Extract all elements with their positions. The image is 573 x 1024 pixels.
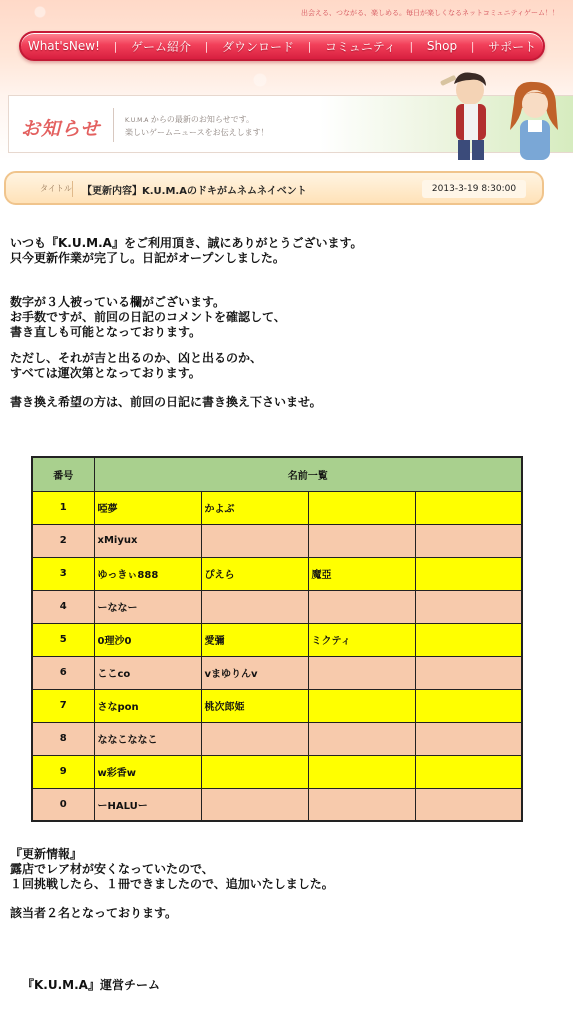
nav-support[interactable]: サポート	[488, 39, 537, 54]
name-cell	[415, 656, 522, 689]
table-row	[32, 755, 522, 788]
nav-separator: |	[470, 39, 475, 53]
row-number-cell: 1	[32, 491, 94, 524]
name-cell: 愛彌	[201, 623, 308, 656]
row-number-cell: 0	[32, 788, 94, 821]
table-row	[32, 491, 522, 524]
luck-paragraph	[10, 351, 262, 381]
name-cell: vまゆりんv	[201, 656, 308, 689]
name-cell	[308, 755, 415, 788]
name-cell	[201, 524, 308, 557]
nav-separator: |	[307, 39, 312, 53]
nav-separator: |	[204, 39, 209, 53]
text-line: 該当者２名となっております。	[10, 906, 178, 920]
row-number-cell: 3	[32, 557, 94, 590]
name-cell	[415, 788, 522, 821]
name-cell	[415, 755, 522, 788]
text-line: 書き換え希望の方は、前回の日記に書き換え下さいませ。	[10, 395, 322, 409]
name-cell	[415, 722, 522, 755]
rewrite-paragraph	[10, 395, 322, 410]
text-line: 『K.U.M.A』運営チーム	[22, 978, 160, 992]
table-row	[32, 722, 522, 755]
title-label: タイトル	[40, 184, 72, 193]
name-cell	[201, 590, 308, 623]
news-banner-subtitle-2: 楽しいゲームニュースをお伝えします！	[125, 128, 269, 137]
nav-shop[interactable]: Shop	[426, 39, 458, 53]
text-line: お手数ですが、前回の日記のコメントを確認して、	[10, 310, 286, 324]
name-cell	[308, 590, 415, 623]
text-line: 『更新情報』	[10, 847, 83, 861]
table-row	[32, 524, 522, 557]
name-cell: 啞夢	[94, 491, 201, 524]
nav-download[interactable]: ダウンロード	[221, 39, 294, 54]
site-tagline: 出会える、つながる、楽しめる。毎日が楽しくなるネットコミュニティゲーム！！	[300, 9, 559, 17]
name-cell	[415, 590, 522, 623]
text-line: 只今更新作業が完了し。日記がオープンしました。	[10, 251, 285, 265]
article-title: 【更新内容】K.U.M.Aのドキがムネムネイベント	[82, 186, 307, 197]
name-cell: かよぶ	[201, 491, 308, 524]
name-cell	[308, 491, 415, 524]
news-banner-subtitle-text: からの最新のお知らせです。	[150, 115, 255, 124]
article-date: 2013-3-19 8:30:00	[422, 180, 526, 198]
nav-whats-new[interactable]: What'sNew!	[27, 39, 100, 53]
name-cell: 桃次郎姫	[201, 689, 308, 722]
news-banner-brand: K.U.M.A	[125, 117, 149, 124]
table-row	[32, 590, 522, 623]
name-cell: 魔亞	[308, 557, 415, 590]
table-row	[32, 623, 522, 656]
name-cell: ここco	[94, 656, 201, 689]
nav-separator: |	[113, 39, 118, 53]
text-line: 書き直しも可能となっております。	[10, 325, 202, 339]
name-cell: ぴえら	[201, 557, 308, 590]
name-cell: ミクティ	[308, 623, 415, 656]
text-line: １回挑戦したら、１冊できましたので、追加いたしました。	[10, 877, 334, 891]
text-line: ただし、それが吉と出るのか、凶と出るのか、	[10, 351, 263, 365]
text-line: いつも『K.U.M.A』をご利用頂き、誠にありがとうございます。	[10, 236, 363, 250]
main-nav	[19, 31, 545, 61]
text-line: 数字が３人被っている欄がございます。	[10, 295, 226, 309]
name-cell	[415, 491, 522, 524]
duplicate-notice-paragraph	[10, 295, 286, 340]
name-cell: さなpon	[94, 689, 201, 722]
applicants-paragraph	[10, 906, 177, 921]
row-number-cell: 7	[32, 689, 94, 722]
name-cell: ゆっきぃ888	[94, 557, 201, 590]
name-cell: ーななー	[94, 590, 201, 623]
row-number-cell: 2	[32, 524, 94, 557]
name-cell	[308, 524, 415, 557]
news-banner-subtitle	[125, 114, 254, 125]
nav-game-intro[interactable]: ゲーム紹介	[130, 39, 191, 54]
greeting-paragraph	[10, 236, 363, 266]
update-info-paragraph	[10, 847, 334, 892]
name-cell	[201, 755, 308, 788]
row-number-cell: 8	[32, 722, 94, 755]
table-row	[32, 689, 522, 722]
row-number-cell: 5	[32, 623, 94, 656]
names-column-header: 名前一覧	[94, 457, 522, 491]
name-cell	[308, 722, 415, 755]
table-body	[32, 491, 522, 821]
nav-community[interactable]: コミュニティ	[325, 39, 396, 54]
boy-character-image	[436, 70, 506, 160]
row-number-cell: 9	[32, 755, 94, 788]
name-cell	[415, 557, 522, 590]
name-list-table	[31, 456, 523, 822]
title-divider	[72, 181, 73, 197]
name-cell	[308, 656, 415, 689]
text-line: すべては運次第となっております。	[10, 366, 201, 380]
name-cell: xMiyux	[94, 524, 201, 557]
row-number-cell: 6	[32, 656, 94, 689]
name-cell	[415, 689, 522, 722]
row-number-cell: 4	[32, 590, 94, 623]
table-row	[32, 656, 522, 689]
name-cell	[201, 722, 308, 755]
article-title-bar	[4, 171, 544, 205]
table-row	[32, 557, 522, 590]
name-cell	[308, 788, 415, 821]
table-row	[32, 788, 522, 821]
name-cell	[415, 524, 522, 557]
name-cell: w彩香w	[94, 755, 201, 788]
table-header-row	[32, 457, 522, 491]
name-cell	[308, 689, 415, 722]
name-cell: ーHALUー	[94, 788, 201, 821]
name-cell: 0理沙0	[94, 623, 201, 656]
news-banner-title: お知らせ	[21, 118, 101, 140]
number-column-header: 番号	[32, 457, 94, 491]
name-cell	[201, 788, 308, 821]
site-header	[0, 0, 573, 160]
name-cell	[415, 623, 522, 656]
signature	[22, 978, 160, 993]
name-cell: ななこななこ	[94, 722, 201, 755]
text-line: 露店でレア材が安くなっていたので、	[10, 862, 214, 876]
news-banner-divider	[113, 108, 114, 142]
nav-separator: |	[409, 39, 414, 53]
girl-character-image	[500, 80, 570, 160]
